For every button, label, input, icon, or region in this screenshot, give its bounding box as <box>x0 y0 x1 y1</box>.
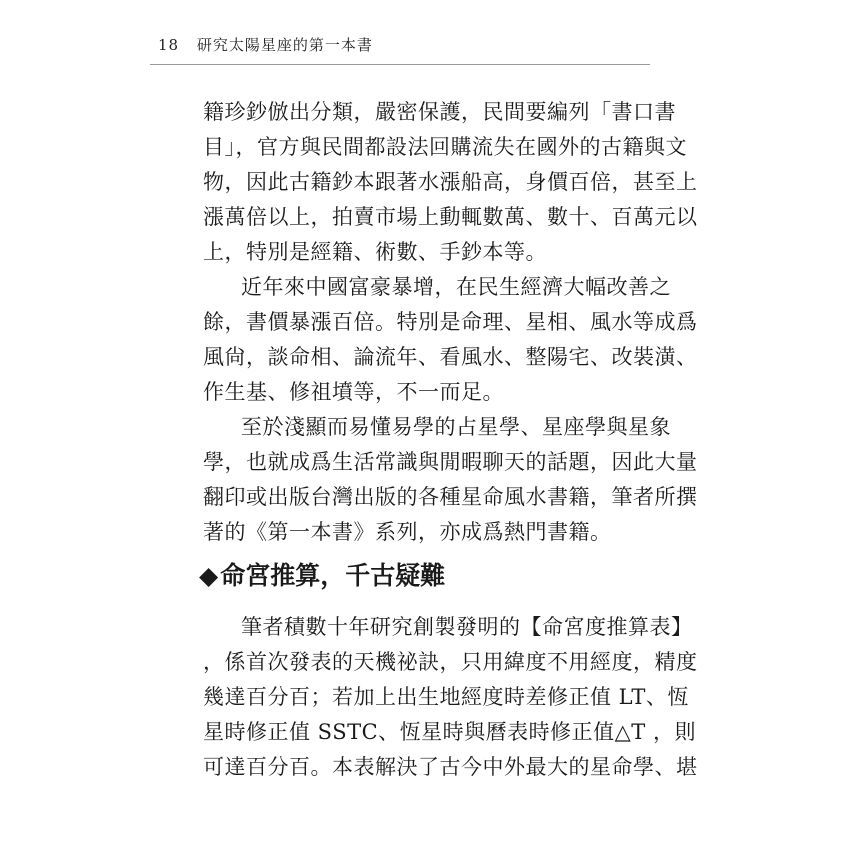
paragraph <box>203 270 698 410</box>
section-title: 命宮推算，千古疑難 <box>220 561 446 590</box>
text-line: 物，因此古籍鈔本跟著水漲船高，身價百倍，甚至上 <box>203 170 698 194</box>
text-line: 漲萬倍以上，拍賣市場上動輒數萬、數十、百萬元以 <box>203 205 698 229</box>
text-line: 筆者積數十年研究創製發明的【命宮度推算表】 <box>241 615 693 639</box>
text-line: 餘，書價暴漲百倍。特別是命理、星相、風水等成爲 <box>203 310 698 334</box>
text-line: ，係首次發表的天機祕訣，只用緯度不用經度，精度 <box>203 650 698 674</box>
text-line: 至於淺顯而易懂易學的占星學、星座學與星象 <box>241 415 671 439</box>
text-line: 翻印或出版台灣出版的各種星命風水書籍，筆者所撰 <box>203 485 698 509</box>
paragraph <box>203 95 698 270</box>
book-title: 研究太陽星座的第一本書 <box>196 36 373 54</box>
text-line: 籍珍鈔倣出分類，嚴密保護，民間要編列「書口書 <box>203 100 676 124</box>
diamond-bullet-icon: ◆ <box>199 561 219 590</box>
running-header <box>158 34 373 55</box>
paragraph <box>203 610 698 785</box>
text-line: 可達百分百。本表解決了古今中外最大的星命學、堪 <box>203 755 698 779</box>
body-text <box>199 95 698 785</box>
header-divider <box>150 64 650 65</box>
text-line: 目」，官方與民間都設法回購流失在國外的古籍與文 <box>203 135 687 159</box>
section-heading <box>199 552 653 600</box>
text-line: 風尙，談命相、論流年、看風水、整陽宅、改裝潢、 <box>203 345 698 369</box>
text-line: 著的《第一本書》系列，亦成爲熱門書籍。 <box>203 520 612 544</box>
text-line: 星時修正值 SSTC、恆星時與曆表時修正值△T ，則 <box>203 720 696 744</box>
page-number: 18 <box>158 36 180 54</box>
paragraph <box>203 410 698 550</box>
text-line: 幾達百分百；若加上出生地經度時差修正值 LT、恆 <box>203 685 689 709</box>
text-line: 上，特別是經籍、術數、手鈔本等。 <box>203 240 547 264</box>
text-line: 近年來中國富豪暴增，在民生經濟大幅改善之 <box>241 275 671 299</box>
text-line: 學，也就成爲生活常識與閒暇聊天的話題，因此大量 <box>203 450 698 474</box>
text-line: 作生基、修祖墳等，不一而足。 <box>203 380 504 404</box>
